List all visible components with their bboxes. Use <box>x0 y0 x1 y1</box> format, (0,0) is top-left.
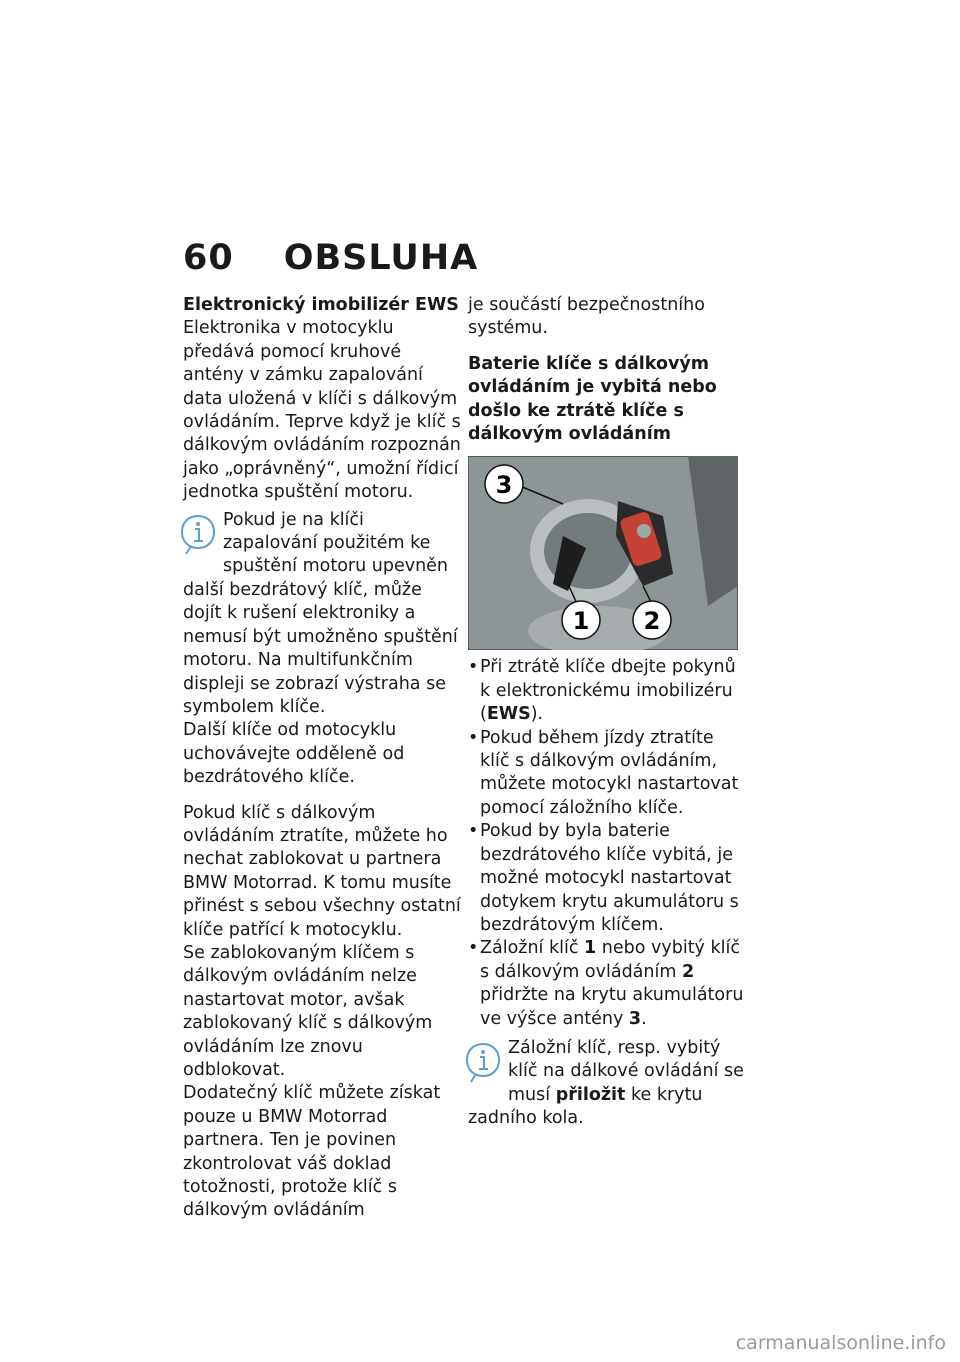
ews-paragraph-3: Pokud klíč s dálkovým ovládáním ztratíte, můžete ho nechat zablokovat u partnera BMW Motorrad. K tomu musíte přinést s sebou všechny ostatní klíče patřící k motocyklu. <box>183 802 461 940</box>
ews-paragraph-1: Elektronika v motocyklu předává pomocí kruhové antény v zámku zapalování data uložená v klíči s dálkovým ovládáním. Teprve když je klíč s dálkovým ovládáním rozpoznán jako „oprávněný“, umožní řídicí jednotka spuštění motoru. <box>183 318 461 503</box>
ews-paragraph-2: Další klíče od motocyklu uchovávejte odděleně od bezdrátového klíče. <box>183 720 405 788</box>
list-item: • Při ztrátě klíče dbejte pokynů k elektronickému imobilizéru (EWS). <box>468 656 748 726</box>
section-title: OBSLUHA <box>283 238 479 278</box>
list-item: • Záložní klíč 1 nebo vybitý klíč s dálkovým ovládáním 2 přidržte na krytu akumulátoru ve výšce antény 3. <box>468 937 748 1031</box>
figure-label-3 <box>485 465 523 503</box>
info-note-backup-key: Záložní klíč, resp. vybitý klíč na dálkové ovládání se musí přiložit ke krytu zadního kola. <box>468 1037 748 1131</box>
page-number: 60 <box>183 238 234 278</box>
key-position-figure <box>468 456 738 650</box>
ews-paragraph-continued: je součástí bezpečnostního systému. <box>468 295 705 339</box>
watermark: carmanualsonline.info <box>735 1332 946 1354</box>
figure-label-1 <box>562 601 600 639</box>
info-note <box>183 509 463 720</box>
battery-heading: Baterie klíče s dálkovým ovládáním je vybitá nebo došlo ke ztrátě klíče s dálkovým ovládáním <box>468 353 717 445</box>
info-icon <box>179 513 217 557</box>
ews-paragraph-4: Se zablokovaným klíčem s dálkovým ovládáním nelze nastartovat motor, avšak zablokovaný klíč s dálkovým ovládáním lze znovu odblokovat. <box>183 942 433 1080</box>
svg-text:2: 2 <box>643 607 661 636</box>
list-item: • Pokud během jízdy ztratíte klíč s dálkovým ovládáním, můžete motocykl nastartovat pomocí záložního klíče. <box>468 727 748 821</box>
svg-text:3: 3 <box>495 471 513 500</box>
info-icon <box>464 1041 502 1085</box>
ews-heading: Elektronický imobilizér EWS <box>183 295 459 315</box>
left-column <box>183 294 463 1223</box>
svg-text:1: 1 <box>572 607 590 636</box>
instruction-list <box>468 656 748 1031</box>
ews-paragraph-5: Dodatečný klíč můžete získat pouze u BMW Motorrad partnera. Ten je povinen zkontrolovat váš doklad totožnosti, protože klíč s dálkovým ovládáním <box>183 1083 441 1221</box>
page-header <box>183 238 478 278</box>
figure-label-2 <box>633 601 671 639</box>
info-note-text: Pokud je na klíči zapalování použitém ke spuštění motoru upevněn další bezdrátový klíč, může dojít k rušení elektroniky a nemusí být umožněno spuštění motoru. Na multifunkčním displeji se zobrazí výstraha se symbolem klíče. <box>183 509 458 717</box>
right-column <box>468 294 748 1131</box>
list-item: • Pokud by byla baterie bezdrátového klíče vybitá, je možné motocykl nastartovat dotykem krytu akumulátoru s bezdrátovým klíčem. <box>468 820 748 937</box>
